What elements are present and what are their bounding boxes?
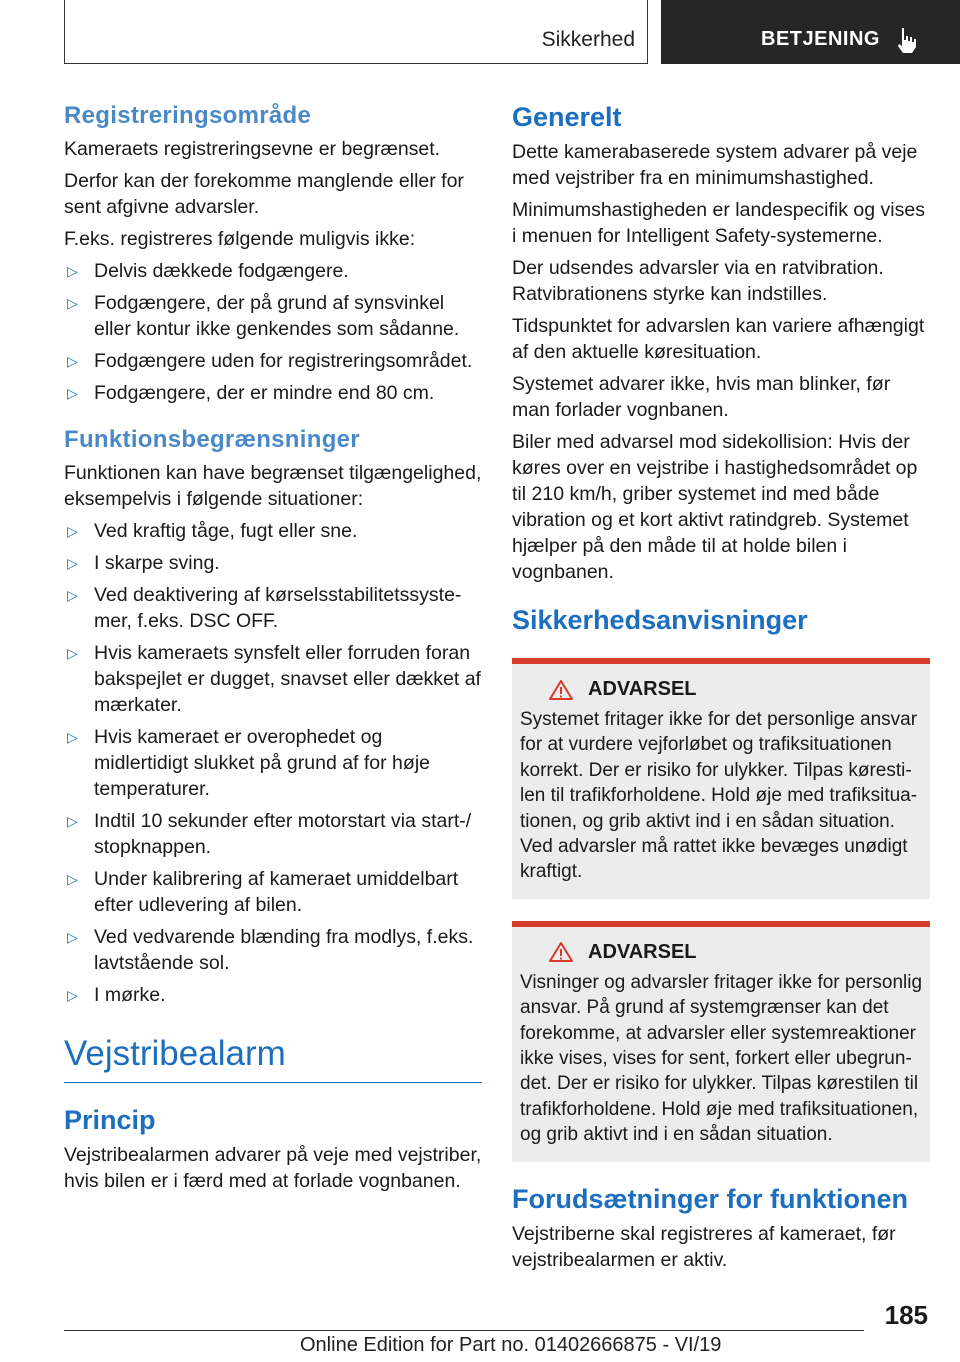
bullet-list-registrering [64, 258, 482, 406]
paragraph: Minimumshastigheden er landespecifik og vises i menuen for Intelligent Safety-systemerne. [512, 199, 925, 247]
bullet-list-funktion [64, 518, 482, 1008]
list-item: ▷ Indtil 10 sekunder efter motorstart via start-/ stopknappen. [64, 808, 482, 860]
paragraph: Tidspunktet for advarslen kan variere afhængigt af den aktuelle køresituation. [512, 315, 925, 363]
hand-pointer-icon [895, 26, 919, 54]
left-column [64, 102, 482, 1200]
paragraph: Systemet advarer ikke, hvis man blinker, før man forlader vognbanen. [512, 373, 891, 421]
paragraph: Funktionen kan have begrænset tilgængelighed, eksempelvis i følgende situationer: [64, 462, 482, 510]
paragraph: Vejstribealarmen advarer på veje med vejstriber, hvis bilen er i færd med at forlade vognbanen. [64, 1144, 482, 1192]
heading-funktionsbegraensninger: Funktionsbegrænsninger [64, 426, 360, 453]
list-item: ▷ Fodgængere uden for registreringsområdet. [64, 348, 482, 374]
warning-triangle-icon [548, 679, 574, 701]
heading-generelt: Generelt [512, 102, 622, 132]
list-item: ▷ Fodgængere, der på grund af synsvinkel eller kontur ikke genkendes som sådanne. [64, 290, 482, 342]
warning-title: ADVARSEL [588, 678, 697, 700]
warning-box [512, 921, 930, 1162]
list-item: ▷ Ved kraftig tåge, fugt eller sne. [64, 518, 482, 544]
paragraph: Vejstriberne skal registreres af kameraet, før vejstribealarmen er aktiv. [512, 1222, 896, 1271]
paragraph: Der udsendes advarsler via en ratvibration. Ratvibrationens styrke kan indstilles. [512, 257, 884, 305]
warning-box [512, 658, 930, 899]
header-section-label: Sikkerhed [541, 28, 635, 51]
header-chapter-label: BETJENING [761, 28, 880, 50]
list-item: ▷ I mørke. [64, 982, 482, 1008]
list-item: ▷ Ved vedvarende blænding fra modlys, f.eks. lavtstående sol. [64, 924, 482, 976]
right-column [512, 102, 930, 1279]
list-item: ▷ Delvis dækkede fodgængere. [64, 258, 482, 284]
list-item: ▷ Fodgængere, der er mindre end 80 cm. [64, 380, 482, 406]
list-item: ▷ Hvis kameraets synsfelt eller forruden foran bakspejlet er dugget, snavset eller dækket af mærkater. [64, 640, 482, 718]
list-item: ▷ Ved deaktivering af kørselsstabilitetssystemer, f.eks. DSC OFF. [64, 582, 482, 634]
warning-text: Systemet fritager ikke for det personlige ansvar for at vurdere vejforløbet og trafiksituationen korrekt. Der er risiko for ulykker. Tilpas kørestilen til trafikforholdene. Hold øje med trafiksituationen, og grib aktivt ind i en sådan situation. Ved advarsler må rattet ikke bevæges unødigt kraftigt. [520, 709, 918, 883]
warning-title: ADVARSEL [588, 940, 697, 963]
heading-princip: Princip [64, 1105, 156, 1135]
paragraph: F.eks. registreres følgende muligvis ikke: [64, 228, 416, 250]
paragraph: Biler med advarsel mod sidekollision: Hvis der køres over en vejstribe i hastighedsområdet op til 210 km/h, griber systemet ind med både vibration og et kort aktivt ratindgreb. Systemet hjælper på den måde til at holde bilen i vognbanen. [512, 431, 918, 583]
list-item: ▷ Under kalibrering af kameraet umiddelbart efter udlevering af bilen. [64, 866, 482, 918]
paragraph: Kameraets registreringsevne er begrænset. [64, 138, 441, 160]
warning-triangle-icon [548, 941, 574, 963]
page-number: 185 [884, 1300, 928, 1330]
heading-registreringsomraade: Registreringsområde [64, 102, 312, 129]
heading-vejstribealarm: Vejstribealarm [64, 1034, 482, 1083]
footer-divider [64, 1330, 864, 1331]
paragraph: Dette kamerabaserede system advarer på veje med vejstriber fra en minimumshastighed. [512, 141, 918, 189]
heading-sikkerhedsanvisninger: Sikkerhedsanvisninger [512, 605, 808, 635]
footer-edition: Online Edition for Part no. 01402666875 - VI/19 [300, 1334, 722, 1356]
list-item: ▷ Hvis kameraet er overophedet og midlertidigt slukket på grund af for høje temperaturer. [64, 724, 482, 802]
paragraph: Derfor kan der forekomme manglende eller for sent afgivne advarsler. [64, 170, 464, 218]
heading-forudsaetninger: Forudsætninger for funktionen [512, 1183, 908, 1214]
header-section-tab [64, 0, 648, 64]
warning-text: Visninger og advarsler fritager ikke for personlig ansvar. På grund af systemgrænser kan det forekomme, at advarsler eller systemreaktioner ikke vises, vises for sent, forkert eller ubegrundet. Der er risiko for ulykker. Tilpas kørestilen til trafikforholdene. Hold øje med trafiksituationen, og grib aktivt ind i en sådan situation. [520, 971, 923, 1146]
header-chapter-tab [661, 0, 960, 64]
list-item: ▷ I skarpe sving. [64, 550, 482, 576]
